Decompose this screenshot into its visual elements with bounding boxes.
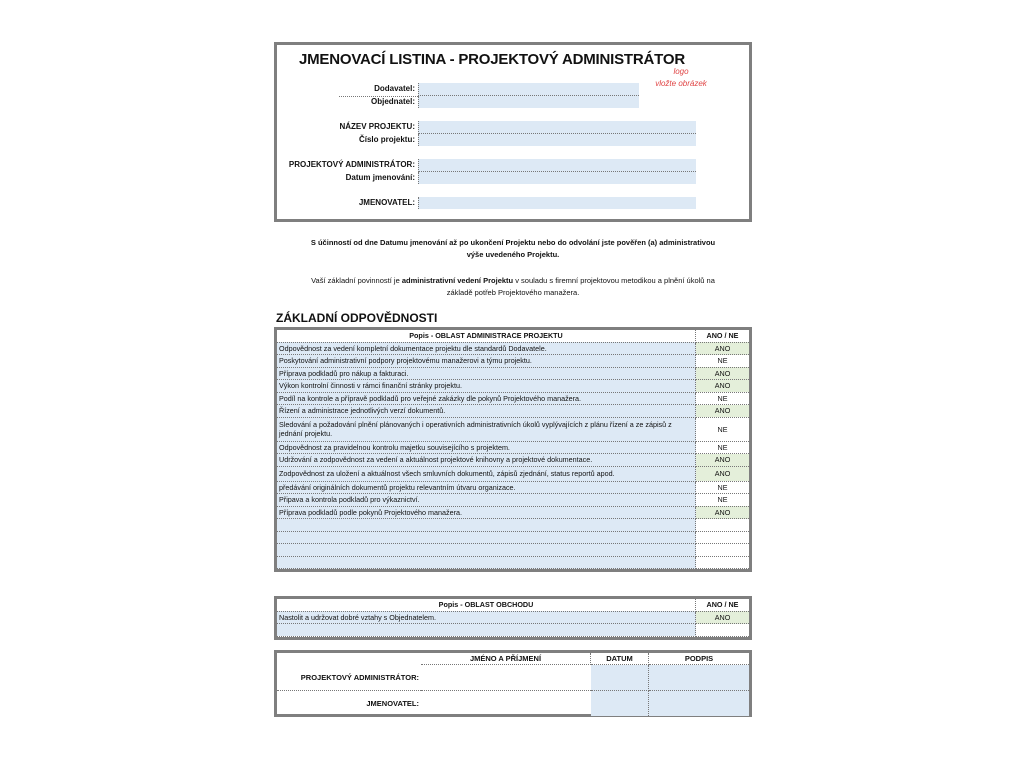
signature-sign-cell[interactable] (649, 691, 750, 717)
customer-label: Objednatel: (370, 97, 415, 106)
row-yes-no-value[interactable]: NE (696, 355, 750, 368)
table-row (277, 624, 749, 637)
row-yes-no-value[interactable]: ANO (696, 466, 750, 481)
row-yes-no-value[interactable] (696, 519, 750, 532)
duties-note-pre: Vaší základní povinností je (311, 276, 402, 285)
row-description[interactable] (277, 544, 696, 557)
table-row (277, 494, 749, 507)
column-header-yes-no: ANO / NE (696, 330, 750, 342)
row-description[interactable]: Zodpovědnost za uložení a aktuálnost všech smluvních dokumentů, zápisů zjednání, status reportů apod. (277, 466, 696, 481)
table-row (277, 544, 749, 557)
column-header-date: DATUM (591, 653, 649, 665)
row-description[interactable]: předávání originálních dokumentů projektu relevantním útvaru organizace. (277, 481, 696, 494)
row-description[interactable]: Sledování a požadování plnění plánovaných i operativních administrativních úkolů vyplývajících z plánu řízení a ze zápisů z jednání projektu. (277, 417, 696, 441)
customer-field[interactable] (418, 96, 639, 108)
section-title: ZÁKLADNÍ ODPOVĚDNOSTI (276, 311, 438, 325)
row-description[interactable]: Příprava podkladů pro nákup a fakturaci. (277, 367, 696, 380)
row-description[interactable]: Řízení a administrace jednotlivých verzí dokumentů. (277, 405, 696, 418)
row-yes-no-value[interactable]: ANO (696, 506, 750, 519)
row-description[interactable]: Podíl na kontrole a přípravě podkladů pro veřejné zakázky dle pokynů Projektového manažera. (277, 392, 696, 405)
supplier-field[interactable] (418, 83, 639, 96)
table-header-row (277, 330, 749, 342)
appointer-label: JMENOVATEL: (358, 198, 415, 207)
row-yes-no-value[interactable]: ANO (696, 611, 750, 624)
duties-note-bold: administrativní vedení Projektu (401, 276, 514, 285)
table-row (277, 355, 749, 368)
row-yes-no-value[interactable] (696, 624, 750, 637)
logo-hint: vložte obrázek (655, 79, 707, 88)
project-administrator-field[interactable] (418, 159, 696, 172)
row-yes-no-value[interactable]: ANO (696, 367, 750, 380)
appointer-field[interactable] (418, 197, 696, 209)
row-description[interactable]: Odpovědnost za vedení kompletní dokumentace projektu dle standardů Dodavatele. (277, 342, 696, 355)
duties-note (274, 275, 752, 299)
signature-date-cell[interactable] (591, 691, 649, 717)
signature-header-row (277, 653, 749, 665)
table-row (277, 611, 749, 624)
header-box (274, 42, 752, 222)
appointment-date-field[interactable] (418, 172, 696, 184)
signature-date-cell[interactable] (591, 665, 649, 691)
row-description[interactable]: Poskytování administrativní podpory projektovému manažerovi a týmu projektu. (277, 355, 696, 368)
table-header-row (277, 599, 749, 611)
row-description[interactable]: Připava a kontrola podkladů pro výkaznictví. (277, 494, 696, 507)
row-yes-no-value[interactable]: NE (696, 441, 750, 454)
column-header-description: Popis - OBLAST ADMINISTRACE PROJEKTU (277, 330, 696, 342)
table-row (277, 556, 749, 569)
document-title: JMENOVACÍ LISTINA - PROJEKTOVÝ ADMINISTRÁTOR (299, 51, 685, 68)
row-description[interactable]: Udržování a zodpovědnost za vedení a aktuálnost projektové knihovny a projektové dokumentace. (277, 454, 696, 467)
table-row (277, 506, 749, 519)
project-number-label: Číslo projektu: (358, 135, 415, 144)
signature-sign-cell[interactable] (649, 665, 750, 691)
duties-note-post: v souladu s firemní projektovou metodikou a plnění úkolů na základě potřeb Projektového manažera. (446, 276, 715, 297)
administration-table (274, 327, 752, 572)
column-header-signature: PODPIS (649, 653, 750, 665)
logo-placeholder[interactable] (641, 66, 721, 90)
row-description[interactable] (277, 556, 696, 569)
row-yes-no-value[interactable]: ANO (696, 405, 750, 418)
effective-note: S účinností od dne Datumu jmenování až po ukončení Projektu nebo do odvolání jste pověřen (a) administrativou výše uvedeného Projektu. (310, 238, 716, 259)
table-row (277, 380, 749, 393)
signature-table (274, 650, 752, 717)
row-yes-no-value[interactable] (696, 544, 750, 557)
table-row (277, 417, 749, 441)
business-table (274, 596, 752, 640)
divider (339, 96, 418, 97)
table-row (277, 441, 749, 454)
project-administrator-label: PROJEKTOVÝ ADMINISTRÁTOR: (288, 160, 415, 169)
table-row (277, 367, 749, 380)
signature-row (277, 665, 749, 691)
project-name-label: NÁZEV PROJEKTU: (339, 122, 415, 131)
signature-row (277, 691, 749, 717)
row-yes-no-value[interactable]: ANO (696, 342, 750, 355)
row-description[interactable] (277, 519, 696, 532)
logo-label: logo (673, 67, 689, 76)
column-header-description: Popis - OBLAST OBCHODU (277, 599, 696, 611)
row-yes-no-value[interactable]: ANO (696, 380, 750, 393)
row-description[interactable]: Odpovědnost za pravidelnou kontrolu majetku souvisejícího s projektem. (277, 441, 696, 454)
signature-row-label: JMENOVATEL: (366, 699, 419, 708)
row-description[interactable]: Výkon kontrolní činnosti v rámci finanční stránky projektu. (277, 380, 696, 393)
row-yes-no-value[interactable] (696, 531, 750, 544)
row-description[interactable]: Nastolit a udržovat dobré vztahy s Objednatelem. (277, 611, 696, 624)
project-number-field[interactable] (418, 134, 696, 146)
table-row (277, 405, 749, 418)
row-yes-no-value[interactable]: NE (696, 392, 750, 405)
table-row (277, 454, 749, 467)
table-row (277, 342, 749, 355)
project-name-field[interactable] (418, 121, 696, 134)
row-description[interactable] (277, 531, 696, 544)
table-row (277, 531, 749, 544)
row-yes-no-value[interactable]: NE (696, 494, 750, 507)
signature-name-cell[interactable] (421, 691, 591, 717)
table-row (277, 481, 749, 494)
row-description[interactable]: Příprava podkladů podle pokynů Projektového manažera. (277, 506, 696, 519)
appointment-date-label: Datum jmenování: (345, 173, 415, 182)
table-row (277, 392, 749, 405)
row-yes-no-value[interactable]: NE (696, 481, 750, 494)
table-row (277, 519, 749, 532)
column-header-yes-no: ANO / NE (696, 599, 750, 611)
column-header-name: JMÉNO A PŘÍJMENÍ (421, 653, 591, 665)
row-description[interactable] (277, 624, 696, 637)
row-yes-no-value[interactable]: ANO (696, 454, 750, 467)
signature-name-cell[interactable] (421, 665, 591, 691)
row-yes-no-value[interactable] (696, 556, 750, 569)
signature-row-label: PROJEKTOVÝ ADMINISTRÁTOR: (277, 665, 421, 691)
table-row (277, 466, 749, 481)
supplier-label: Dodavatel: (374, 84, 415, 93)
row-yes-no-value[interactable]: NE (696, 417, 750, 441)
